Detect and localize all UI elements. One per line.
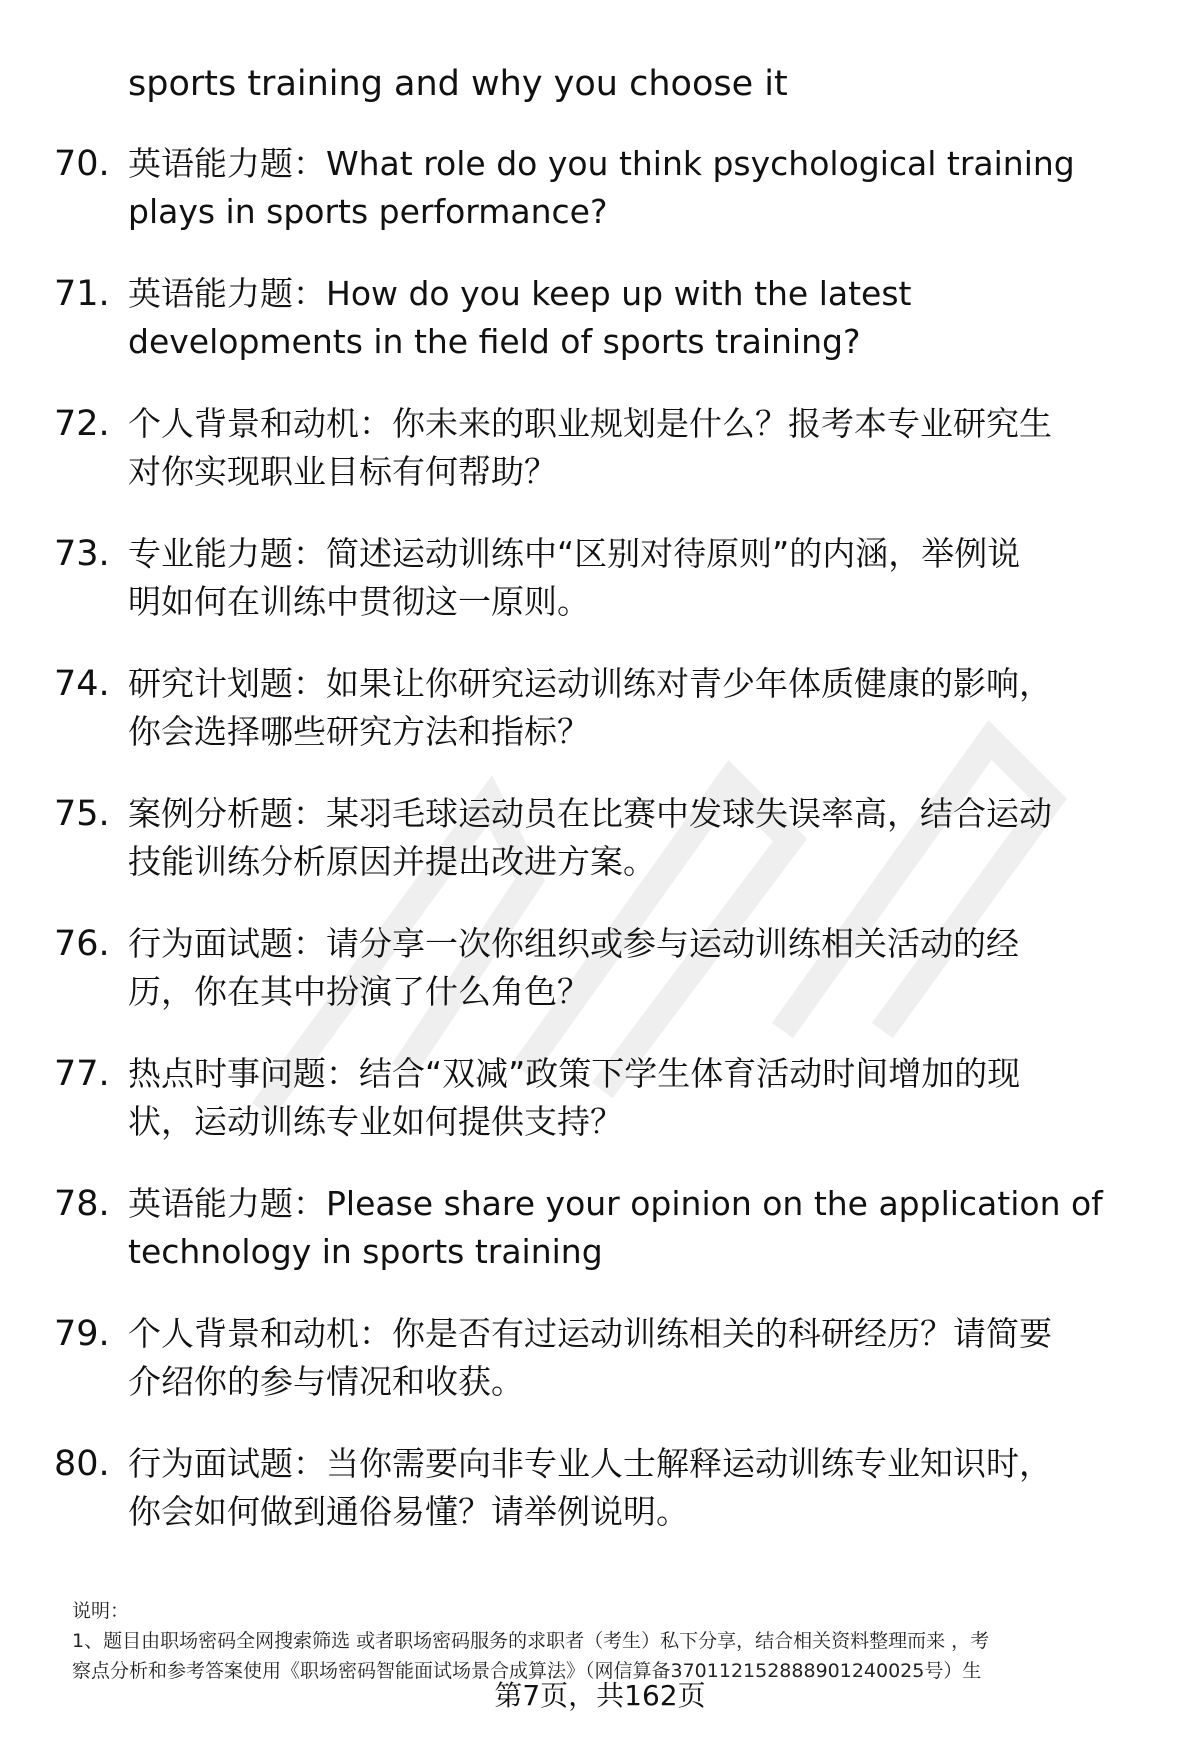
notes-line: 察点分析和参考答案使用《职场密码智能面试场景合成算法》（网信算备370112152888901240025号）生 xyxy=(72,1660,982,1682)
question-item xyxy=(0,530,1200,626)
question-number: 75. xyxy=(54,794,110,834)
question-line: 介绍你的参与情况和收获。 xyxy=(128,1362,524,1401)
question-line: technology in sports training xyxy=(128,1232,603,1271)
question-item xyxy=(0,1050,1200,1146)
question-item xyxy=(0,790,1200,886)
question-text xyxy=(128,790,1168,886)
question-item xyxy=(0,270,1200,366)
question-text xyxy=(128,530,1168,626)
question-line: 案例分析题：某羽毛球运动员在比赛中发球失误率高，结合运动 xyxy=(128,794,1052,833)
question-number: 77. xyxy=(54,1054,110,1094)
question-item xyxy=(0,660,1200,756)
question-text xyxy=(128,1050,1168,1146)
question-line: 对你实现职业目标有何帮助？ xyxy=(128,452,557,491)
question-line: 英语能力题：Please share your opinion on the application of xyxy=(128,1184,1103,1223)
question-number: 80. xyxy=(54,1444,110,1484)
question-line: 专业能力题：简述运动训练中“区别对待原则”的内涵，举例说 xyxy=(128,534,1021,573)
question-number: 76. xyxy=(54,924,110,964)
question-number: 78. xyxy=(54,1184,110,1224)
question-line: 英语能力题：What role do you think psychological training xyxy=(128,144,1075,183)
question-line: 你会选择哪些研究方法和指标？ xyxy=(128,712,590,751)
page-number: 第7页，共162页 xyxy=(494,1679,706,1712)
question-text xyxy=(128,660,1168,756)
question-item xyxy=(0,1310,1200,1406)
question-text xyxy=(128,1310,1168,1406)
question-line: 热点时事问题：结合“双减”政策下学生体育活动时间增加的现 xyxy=(128,1054,1021,1093)
question-number: 74. xyxy=(54,664,110,704)
question-number: 71. xyxy=(54,274,110,314)
question-number: 73. xyxy=(54,534,110,574)
question-line: 英语能力题：How do you keep up with the latest xyxy=(128,274,912,313)
notes-heading: 说明： xyxy=(72,1600,130,1622)
question-line: 研究计划题：如果让你研究运动训练对青少年体质健康的影响， xyxy=(128,664,1052,703)
continued-question-text: sports training and why you choose it xyxy=(128,64,788,104)
question-text xyxy=(128,140,1168,236)
question-item xyxy=(0,140,1200,236)
question-line: 你会如何做到通俗易懂？请举例说明。 xyxy=(128,1492,689,1531)
notes-section xyxy=(72,1596,1162,1686)
question-line: developments in the field of sports training? xyxy=(128,322,861,361)
question-item xyxy=(0,920,1200,1016)
question-line: 行为面试题：请分享一次你组织或参与运动训练相关活动的经 xyxy=(128,924,1019,963)
question-item xyxy=(0,1440,1200,1536)
question-item xyxy=(0,1180,1200,1276)
question-item xyxy=(0,400,1200,496)
question-text xyxy=(128,1180,1168,1276)
notes-line: 1、题目由职场密码全网搜索筛选 或者职场密码服务的求职者（考生）私下分享，结合相关资料整理而来 ，考 xyxy=(72,1630,990,1652)
question-list xyxy=(0,140,1200,1570)
question-number: 79. xyxy=(54,1314,110,1354)
question-text xyxy=(128,1440,1168,1536)
question-number: 70. xyxy=(54,144,110,184)
question-text xyxy=(128,920,1168,1016)
question-line: 状，运动训练专业如何提供支持？ xyxy=(128,1102,623,1141)
question-text xyxy=(128,270,1168,366)
question-line: 行为面试题：当你需要向非专业人士解释运动训练专业知识时， xyxy=(128,1444,1052,1483)
question-text xyxy=(128,400,1168,496)
question-line: 个人背景和动机：你是否有过运动训练相关的科研经历？请简要 xyxy=(128,1314,1052,1353)
question-line: 明如何在训练中贯彻这一原则。 xyxy=(128,582,590,621)
question-line: plays in sports performance? xyxy=(128,192,608,231)
question-line: 历，你在其中扮演了什么角色？ xyxy=(128,972,590,1011)
question-line: 技能训练分析原因并提出改进方案。 xyxy=(128,842,656,881)
question-line: 个人背景和动机：你未来的职业规划是什么？报考本专业研究生 xyxy=(128,404,1052,443)
question-number: 72. xyxy=(54,404,110,444)
